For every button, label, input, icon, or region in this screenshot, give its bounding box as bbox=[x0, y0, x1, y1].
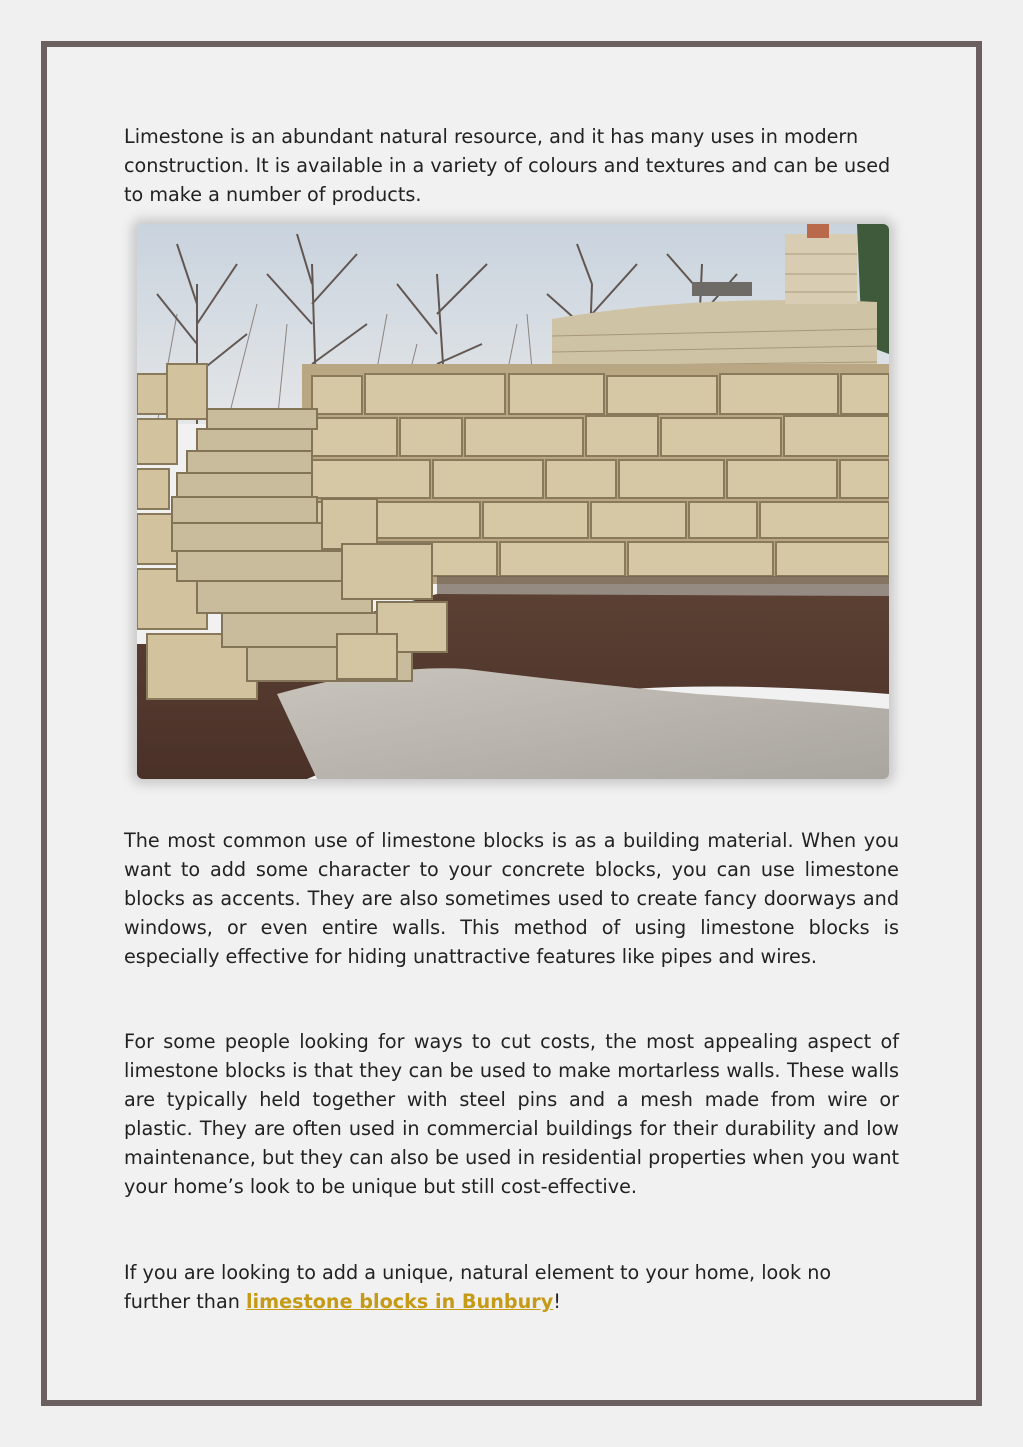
body-paragraph-mortarless-walls: For some people looking for ways to cut costs, the most appealing aspect of limestone blocks is that they can be used to make mortarless walls. These walls are typically held together with steel pins and a mesh made from wire or plastic. They are often used in commercial buildings for their durability and low maintenance, but they can also be used in residential properties when you want your home’s look to be unique but still cost-effective. bbox=[124, 1030, 899, 1198]
limestone-blocks-link[interactable]: limestone blocks in Bunbury bbox=[245, 1290, 554, 1313]
closing-punctuation: ! bbox=[553, 1290, 561, 1313]
body-paragraph-building-material: The most common use of limestone blocks is as a building material. When you want to add some character to your concrete blocks, you can use limestone blocks as accents. They are also sometimes used to create fancy doorways and windows, or even entire walls. This method of using limestone blocks is especially effective for hiding unattractive features like pipes and wires. bbox=[124, 829, 899, 968]
limestone-wall-photo bbox=[137, 224, 889, 779]
closing-paragraph bbox=[124, 1258, 899, 1316]
intro-paragraph: Limestone is an abundant natural resource, and it has many uses in modern construction. It is available in a variety of colours and textures and can be used to make a number of products. bbox=[124, 125, 891, 206]
closing-text: If you are looking to add a unique, natural element to your home, look no further than bbox=[124, 1261, 832, 1313]
